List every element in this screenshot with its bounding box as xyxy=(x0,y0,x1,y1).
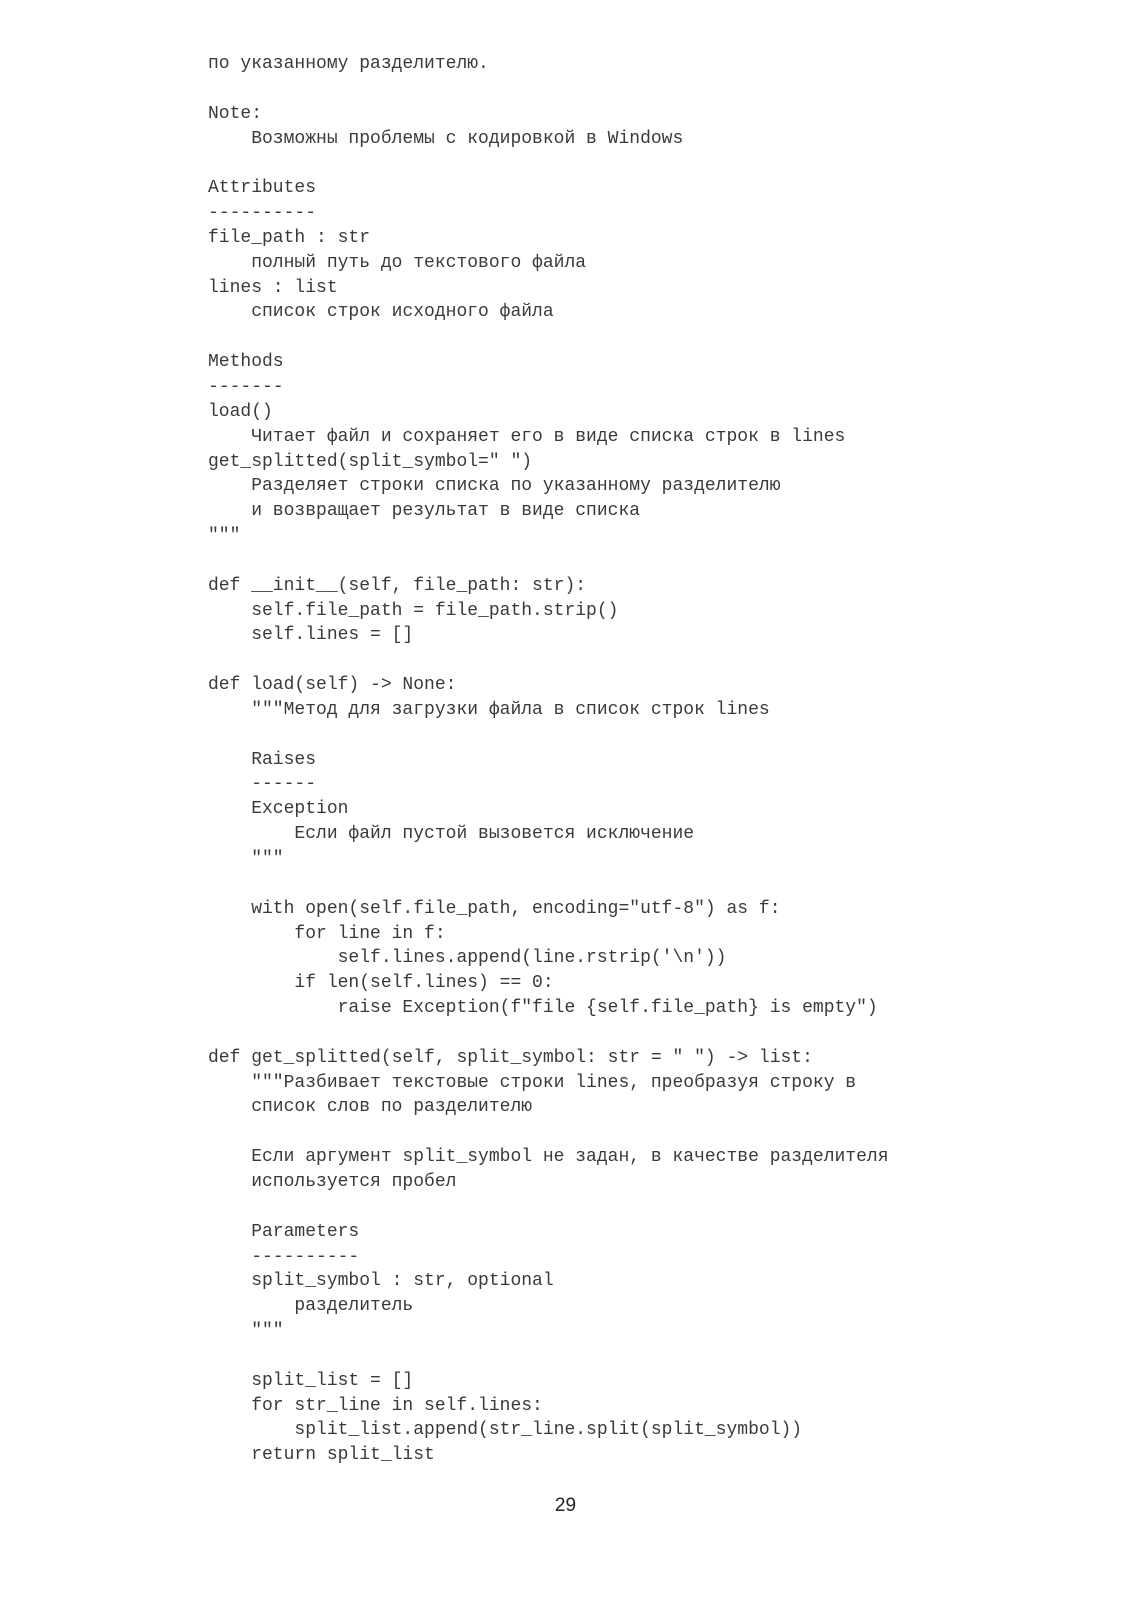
code-line: Если аргумент split_symbol не задан, в качестве разделителя xyxy=(208,1147,889,1168)
code-line xyxy=(208,648,1108,673)
code-line: def __init__(self, file_path: str): xyxy=(208,575,587,596)
code-line: def load(self) -> None: xyxy=(208,675,457,696)
code-line: return split_list xyxy=(208,1445,435,1466)
code-line: for str_line in self.lines: xyxy=(208,1395,543,1416)
code-line: ---------- xyxy=(208,1246,360,1267)
code-line: Methods xyxy=(208,352,284,373)
code-line: if len(self.lines) == 0: xyxy=(208,973,554,994)
code-line: for line in f: xyxy=(208,923,446,944)
code-line: Разделяет строки списка по указанному разделителю xyxy=(208,476,781,497)
code-line: используется пробел xyxy=(208,1171,457,1192)
code-line: Читает файл и сохраняет его в виде списка строк в lines xyxy=(208,426,846,447)
code-line: load() xyxy=(208,401,273,422)
code-line: self.file_path = file_path.strip() xyxy=(208,600,619,621)
code-line xyxy=(208,1195,1108,1220)
code-line: ------- xyxy=(208,376,284,397)
code-line: Parameters xyxy=(208,1221,360,1242)
code-line: def get_splitted(self, split_symbol: str = " ") -> list: xyxy=(208,1047,813,1068)
code-line: """Разбивает текстовые строки lines, преобразуя строку в xyxy=(208,1072,857,1093)
code-line: и возвращает результат в виде списка xyxy=(208,501,641,522)
code-line: список строк исходного файла xyxy=(208,302,554,323)
code-line: """Метод для загрузки файла в список строк lines xyxy=(208,699,770,720)
code-line: get_splitted(split_symbol=" ") xyxy=(208,451,533,472)
code-line: file_path : str xyxy=(208,227,371,248)
code-line: split_list.append(str_line.split(split_symbol)) xyxy=(208,1420,803,1441)
code-line: полный путь до текстового файла xyxy=(208,252,587,273)
code-line: Если файл пустой вызовется исключение xyxy=(208,824,695,845)
code-line: split_symbol : str, optional xyxy=(208,1271,554,1292)
page-number: 29 xyxy=(554,1495,577,1516)
code-line: по указанному разделителю. xyxy=(208,54,489,74)
code-line: lines : list xyxy=(208,277,338,298)
code-line: Attributes xyxy=(208,178,317,199)
code-line: ------ xyxy=(208,774,317,795)
code-line: """ xyxy=(208,1321,284,1342)
code-line: split_list = [] xyxy=(208,1370,414,1391)
code-line xyxy=(208,1120,1108,1145)
code-line xyxy=(208,1344,1108,1369)
code-line xyxy=(208,325,1108,350)
code-line: self.lines.append(line.rstrip('\n')) xyxy=(208,948,727,969)
code-line: raise Exception(f"file {self.file_path} is empty") xyxy=(208,998,878,1019)
code-line: self.lines = [] xyxy=(208,625,414,646)
code-line: разделитель xyxy=(208,1296,414,1317)
code-line: список слов по разделителю xyxy=(208,1097,533,1118)
code-listing xyxy=(208,52,1108,1468)
code-line: """ xyxy=(208,526,241,547)
code-line: Note: xyxy=(208,103,263,124)
code-line: with open(self.file_path, encoding="utf-8") as f: xyxy=(208,898,781,919)
code-line: Raises xyxy=(208,749,317,770)
code-line xyxy=(208,77,1108,102)
code-line: """ xyxy=(208,849,284,869)
code-line xyxy=(208,1021,1108,1046)
code-line: Exception xyxy=(208,799,349,820)
code-line: Возможны проблемы с кодировкой в Windows xyxy=(208,128,684,149)
code-line xyxy=(208,723,1108,748)
code-line xyxy=(208,549,1108,574)
code-line xyxy=(208,151,1108,176)
code-line xyxy=(208,872,1108,897)
code-line: ---------- xyxy=(208,203,317,224)
